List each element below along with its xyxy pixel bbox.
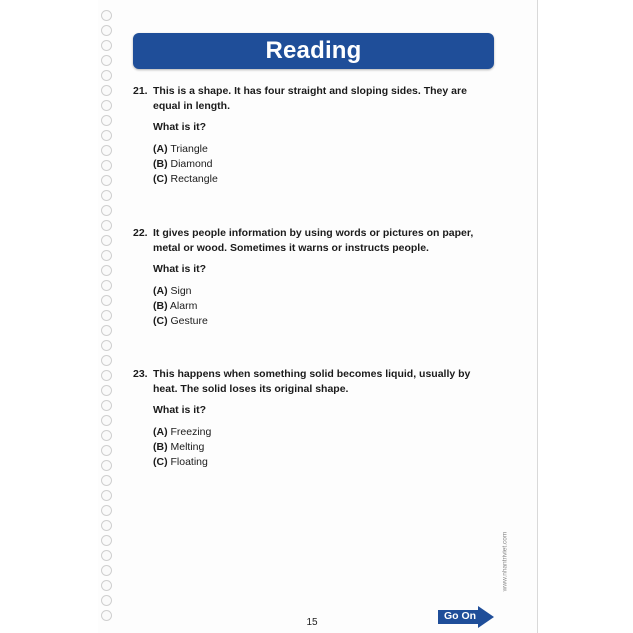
binding-hole — [101, 190, 112, 201]
option-text: Floating — [170, 456, 208, 468]
answer-options — [153, 284, 493, 329]
binding-hole — [101, 400, 112, 411]
question-text: It gives people information by using words or pictures on paper, metal or wood. Sometimes it warns or instructs people. — [153, 227, 474, 254]
section-banner — [133, 33, 494, 69]
question-number: 21. — [133, 85, 148, 97]
binding-hole — [101, 430, 112, 441]
page-number: 15 — [306, 617, 318, 628]
option-letter: (A) — [153, 285, 168, 297]
binding-hole — [101, 505, 112, 516]
option-text: Alarm — [169, 300, 198, 312]
binding-hole — [101, 565, 112, 576]
answer-options — [153, 142, 493, 187]
binding-hole — [101, 520, 112, 531]
website-text: www.nhantriviet.com — [501, 531, 509, 592]
option-text: Triangle — [170, 143, 208, 155]
binding-hole — [101, 310, 112, 321]
binding-hole — [101, 490, 112, 501]
binding-hole — [101, 595, 112, 606]
option-text: Melting — [170, 441, 205, 453]
question-23 — [133, 367, 493, 470]
binding-hole — [101, 85, 112, 96]
binding-hole — [101, 340, 112, 351]
option-letter: (B) — [153, 158, 168, 170]
binding-hole — [101, 370, 112, 381]
binding-hole — [101, 610, 112, 621]
binding-hole — [101, 295, 112, 306]
question-22 — [133, 226, 493, 329]
question-21 — [133, 84, 493, 187]
binding-hole — [101, 130, 112, 141]
option-text: Diamond — [170, 158, 213, 170]
binding-hole — [101, 205, 112, 216]
binding-hole — [101, 535, 112, 546]
option-letter: (A) — [153, 143, 168, 155]
page-edge — [537, 0, 538, 633]
binding-hole — [101, 475, 112, 486]
option-letter: (C) — [153, 456, 168, 468]
option-letter: (C) — [153, 315, 168, 327]
binding-hole — [101, 145, 112, 156]
section-title: Reading — [265, 37, 362, 64]
publisher-website — [498, 520, 510, 610]
binding-hole — [101, 355, 112, 366]
spiral-binding — [101, 10, 113, 622]
answer-option-a[interactable] — [153, 142, 493, 157]
answer-options — [153, 425, 493, 470]
binding-hole — [101, 550, 112, 561]
binding-hole — [101, 325, 112, 336]
option-text: Rectangle — [170, 173, 218, 185]
go-on-button[interactable] — [438, 606, 494, 628]
binding-hole — [101, 250, 112, 261]
answer-option-c[interactable] — [153, 455, 493, 470]
option-letter: (C) — [153, 173, 168, 185]
binding-hole — [101, 415, 112, 426]
question-prompt: What is it? — [153, 263, 207, 275]
binding-hole — [101, 220, 112, 231]
answer-option-a[interactable] — [153, 284, 493, 299]
binding-hole — [101, 70, 112, 81]
question-number: 23. — [133, 368, 148, 380]
binding-hole — [101, 280, 112, 291]
answer-option-b[interactable] — [153, 299, 493, 314]
binding-hole — [101, 115, 112, 126]
option-letter: (A) — [153, 426, 168, 438]
answer-option-b[interactable] — [153, 440, 493, 455]
option-text: Sign — [170, 285, 192, 297]
binding-hole — [101, 160, 112, 171]
binding-hole — [101, 265, 112, 276]
binding-hole — [101, 25, 112, 36]
binding-hole — [101, 580, 112, 591]
binding-hole — [101, 40, 112, 51]
binding-hole — [101, 235, 112, 246]
answer-option-a[interactable] — [153, 425, 493, 440]
question-text: This is a shape. It has four straight and sloping sides. They are equal in length. — [153, 85, 467, 112]
binding-hole — [101, 460, 112, 471]
binding-hole — [101, 385, 112, 396]
answer-option-b[interactable] — [153, 157, 493, 172]
binding-hole — [101, 55, 112, 66]
answer-option-c[interactable] — [153, 314, 493, 329]
option-text: Gesture — [170, 315, 208, 327]
binding-hole — [101, 100, 112, 111]
question-number: 22. — [133, 227, 148, 239]
answer-option-c[interactable] — [153, 172, 493, 187]
question-text: This happens when something solid becomes liquid, usually by heat. The solid loses its original shape. — [153, 368, 471, 395]
binding-hole — [101, 10, 112, 21]
question-prompt: What is it? — [153, 404, 207, 416]
option-letter: (B) — [153, 300, 168, 312]
go-on-label: Go On — [444, 610, 477, 622]
question-prompt: What is it? — [153, 121, 207, 133]
binding-hole — [101, 445, 112, 456]
option-text: Freezing — [170, 426, 212, 438]
binding-hole — [101, 175, 112, 186]
option-letter: (B) — [153, 441, 168, 453]
